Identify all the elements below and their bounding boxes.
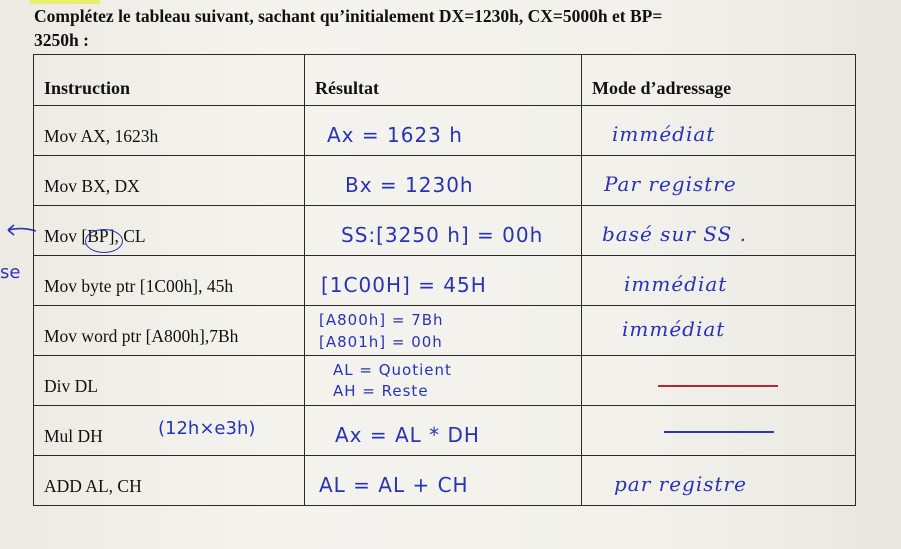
header-instruction: Instruction (44, 78, 131, 98)
header-cell-instruction (34, 55, 305, 106)
mode-cell (582, 256, 856, 306)
mode-cell (582, 106, 856, 156)
instruction-text: Mov BX, DX (44, 176, 140, 196)
mode-cell (582, 406, 856, 456)
instruction-cell (34, 456, 305, 506)
result-cell (305, 356, 582, 406)
result-handwriting: [1C00H] = 45H (321, 273, 487, 297)
instruction-text: Mov [BP], CL (44, 226, 146, 246)
result-handwriting-line-1: [A800h] = 7Bh (319, 311, 444, 329)
table-row (34, 306, 856, 356)
empty-dash-line (658, 385, 778, 387)
result-handwriting: AL = AL + CH (319, 473, 469, 497)
mode-cell (582, 206, 856, 256)
instruction-text: Mov word ptr [A800h],7Bh (44, 326, 239, 346)
table-row (34, 256, 856, 306)
instruction-cell (34, 256, 305, 306)
result-handwriting: Ax = AL * DH (335, 423, 480, 447)
prompt-line-2: 3250h : (34, 30, 89, 50)
result-cell (305, 456, 582, 506)
result-cell (305, 206, 582, 256)
result-handwriting: Ax = 1623 h (327, 123, 463, 147)
header-cell-result (305, 55, 582, 106)
mode-cell (582, 156, 856, 206)
instruction-cell (34, 106, 305, 156)
result-handwriting: SS:[3250 h] = 00h (341, 223, 544, 247)
result-handwriting: Bx = 1230h (345, 173, 474, 197)
mode-handwriting: par registre (614, 472, 747, 496)
bp-circle-annotation (85, 229, 123, 253)
header-mode: Mode d’adressage (592, 78, 732, 98)
mode-handwriting: Par registre (604, 172, 737, 196)
result-cell (305, 106, 582, 156)
result-cell (305, 256, 582, 306)
table-row (34, 356, 856, 406)
table-row (34, 456, 856, 506)
margin-scribble: se (0, 262, 21, 283)
result-cell (305, 306, 582, 356)
mode-handwriting: basé sur SS . (602, 222, 748, 246)
instruction-cell (34, 356, 305, 406)
table-row (34, 406, 856, 456)
exercise-prompt (34, 4, 794, 52)
mode-cell (582, 306, 856, 356)
exercise-table (33, 54, 856, 506)
instruction-cell (34, 206, 305, 256)
mode-handwriting: immédiat (624, 272, 728, 296)
instruction-cell (34, 306, 305, 356)
instruction-text: ADD AL, CH (44, 476, 142, 496)
result-handwriting-line-2: AH = Reste (333, 382, 429, 400)
mode-handwriting: immédiat (622, 317, 726, 341)
header-cell-mode (582, 55, 856, 106)
header-result: Résultat (315, 78, 379, 98)
table-row (34, 106, 856, 156)
instruction-cell (34, 156, 305, 206)
instruction-text: Mov byte ptr [1C00h], 45h (44, 276, 234, 296)
table-row (34, 156, 856, 206)
prompt-line-1: Complétez le tableau suivant, sachant qu’initialement DX=1230h, CX=5000h et BP= (34, 6, 663, 26)
empty-dash-line (664, 431, 774, 433)
instruction-text: Mul DH (44, 426, 103, 446)
instruction-text: Div DL (44, 376, 98, 396)
result-cell (305, 156, 582, 206)
mode-cell (582, 456, 856, 506)
mode-cell (582, 356, 856, 406)
table-row (34, 206, 856, 256)
instruction-text: Mov AX, 1623h (44, 126, 159, 146)
result-handwriting-line-2: [A801h] = 00h (319, 333, 443, 351)
result-handwriting-line-1: AL = Quotient (333, 361, 452, 379)
result-cell (305, 406, 582, 456)
table-header-row (34, 55, 856, 106)
mode-handwriting: immédiat (612, 122, 716, 146)
mul-annotation: (12h×e3h) (158, 418, 256, 439)
